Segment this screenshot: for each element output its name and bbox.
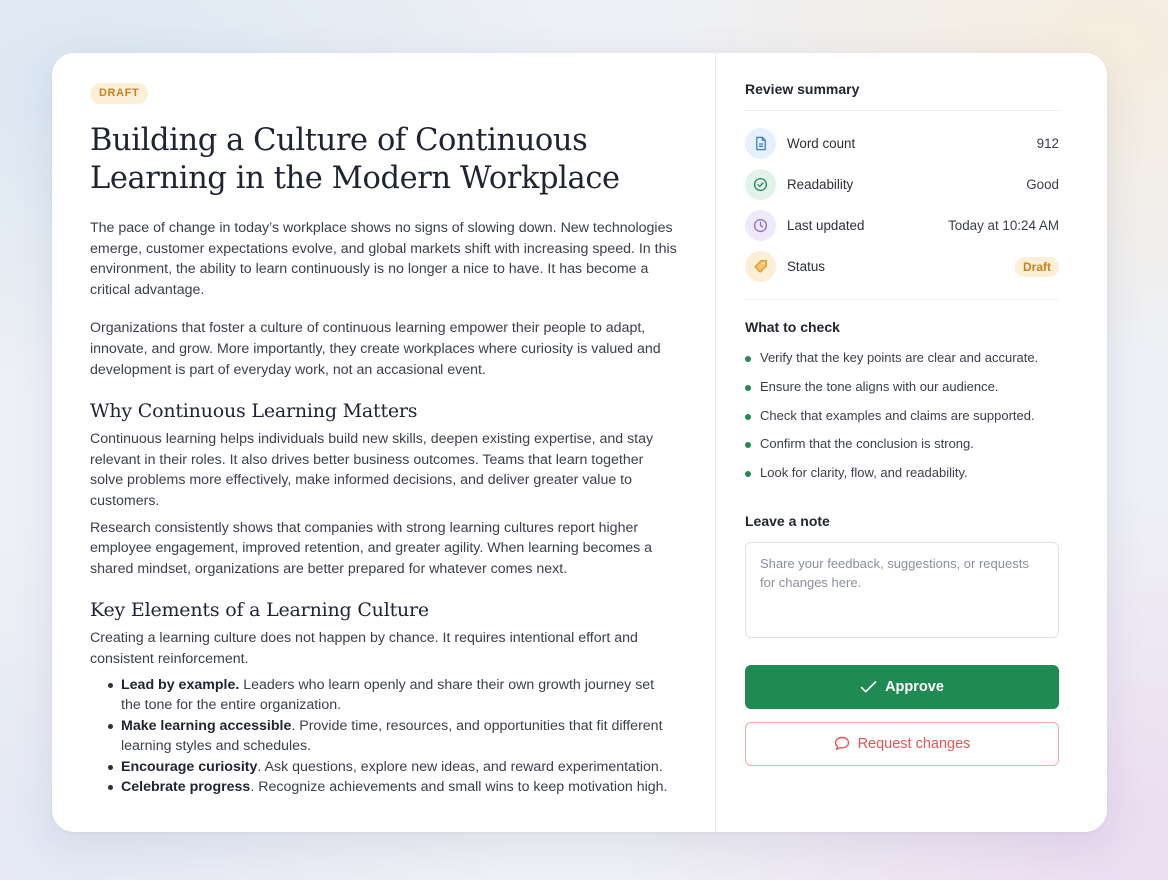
list-item-text: . Ask questions, explore new ideas, and reward experimentation.	[257, 758, 663, 775]
list-item	[121, 675, 677, 716]
section2-paragraph-1: Creating a learning culture does not happen by chance. It requires intentional effort and consistent reinforcement.	[90, 630, 638, 667]
leave-note-title: Leave a note	[745, 512, 830, 529]
title-line-1: Building a Culture of Continuous	[90, 123, 588, 158]
what-to-check-title: What to check	[745, 319, 840, 335]
clock-icon	[745, 210, 776, 241]
checklist-item: Look for clarity, flow, and readability.	[745, 459, 1059, 488]
list-item-text: Leaders who learn openly and share their own growth journey set the tone for the entire organization.	[121, 676, 655, 714]
section-heading-elements: Key Elements of a Learning Culture	[90, 599, 429, 622]
request-changes-label: Request changes	[857, 735, 971, 752]
list-item	[121, 716, 677, 757]
list-item-text: . Provide time, resources, and opportunities that fit different learning styles and schedules.	[121, 717, 663, 755]
section1-paragraph-1: Continuous learning helps individuals build new skills, deepen existing expertise, and stay relevant in their roles. It also drives better business outcomes. Teams that learn together solve problems more effectively, make informed decisions, and deliver greater value to customers.	[90, 431, 654, 509]
list-item-bold: Make learning accessible	[121, 717, 292, 734]
review-sidebar	[716, 53, 1107, 832]
section-heading-why: Why Continuous Learning Matters	[90, 400, 418, 423]
list-item-bold: Celebrate progress	[121, 779, 251, 796]
stat-value: Today at 10:24 AM	[948, 218, 1059, 233]
checklist-item: Confirm that the conclusion is strong.	[745, 430, 1059, 459]
stat-label: Last updated	[787, 218, 865, 233]
tag-icon	[745, 251, 776, 282]
stat-value: 912	[1036, 136, 1059, 151]
stat-word-count	[745, 123, 1059, 164]
status-badge: Draft	[1015, 257, 1059, 277]
intro-paragraph-2: Organizations that foster a culture of continuous learning empower their people to adapt, innovate, and grow. More importantly, they create workplaces where curiosity is valued and development is part of everyday work, not an accasional event.	[90, 320, 661, 378]
chat-bubble-icon	[834, 736, 850, 751]
draft-pill: DRAFT	[90, 83, 148, 104]
list-item-bold: Encourage curiosity	[121, 758, 258, 775]
note-textarea[interactable]	[745, 542, 1059, 638]
review-card	[52, 53, 1107, 832]
approve-button[interactable]	[745, 665, 1059, 709]
intro-paragraph-1: The pace of change in today’s workplace shows no signs of slowing down. New technologies emerge, customer expectations evolve, and global markets shift with increasing speed. In this environment, the ability to learn continuously is no longer a nice to have. It has become a critical advantage.	[90, 220, 677, 298]
checklist	[745, 344, 1059, 488]
stat-last-updated	[745, 205, 1059, 246]
title-line-2: Learning in the Modern Workplace	[90, 161, 620, 196]
elements-list	[90, 675, 677, 799]
stat-label: Status	[787, 259, 825, 274]
check-circle-icon	[745, 169, 776, 200]
stat-status	[745, 246, 1059, 287]
stat-label: Word count	[787, 136, 856, 151]
review-summary-title: Review summary	[745, 81, 1059, 111]
list-item-text: . Recognize achievements and small wins to keep motivation high.	[250, 779, 668, 796]
list-item	[121, 777, 677, 798]
stat-label: Readability	[787, 177, 854, 192]
checkmark-icon	[860, 680, 877, 694]
stat-readability	[745, 164, 1059, 205]
checklist-item: Verify that the key points are clear and accurate.	[745, 344, 1059, 373]
list-item	[121, 757, 677, 778]
document-icon	[745, 128, 776, 159]
request-changes-button[interactable]	[745, 722, 1059, 766]
stat-value: Good	[1026, 177, 1059, 192]
checklist-item: Ensure the tone aligns with our audience.	[745, 373, 1059, 402]
approve-label: Approve	[885, 678, 944, 695]
list-item-bold: Lead by example.	[121, 676, 240, 693]
checklist-item: Check that examples and claims are supported.	[745, 402, 1059, 431]
summary-stats	[745, 111, 1059, 300]
document-title	[90, 122, 677, 198]
section1-paragraph-2: Research consistently shows that companies with strong learning cultures report higher employee engagement, improved retention, and greater agility. When learning becomes a shared mindset, organizations are better prepared for whatever comes next.	[90, 519, 653, 577]
document-panel	[52, 53, 716, 832]
